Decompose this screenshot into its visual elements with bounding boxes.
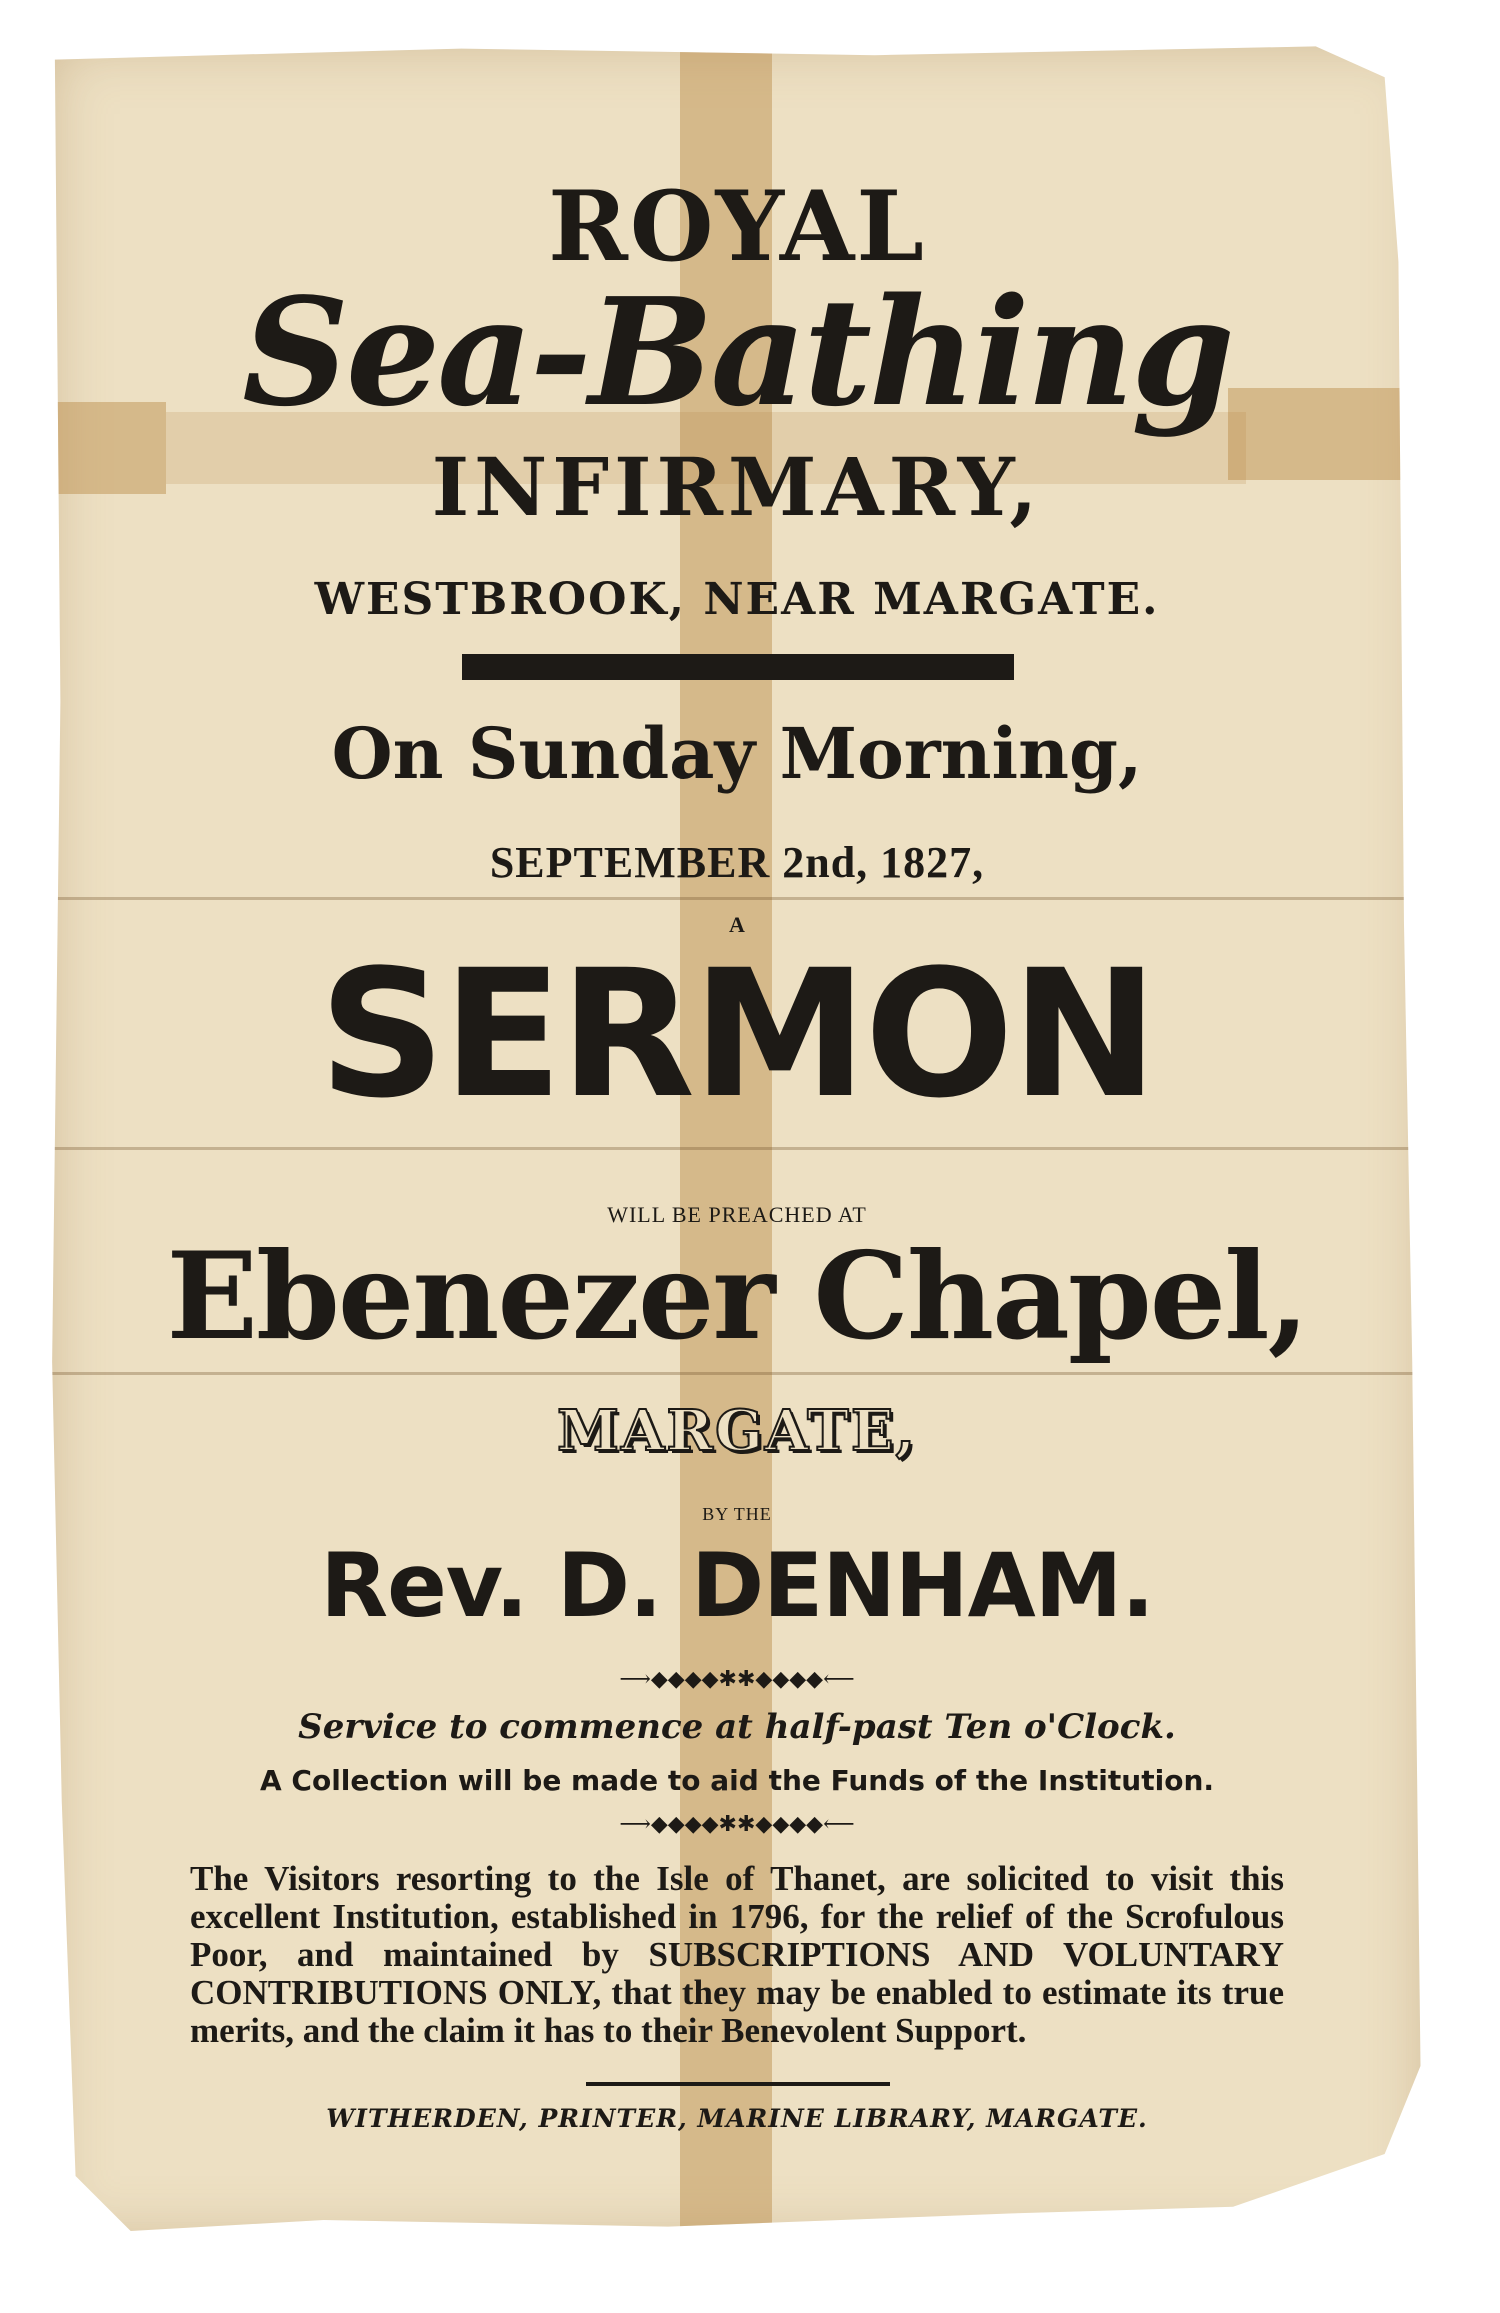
printer-imprint: WITHERDEN, PRINTER, MARINE LIBRARY, MARGATE. bbox=[326, 2104, 1148, 2133]
preacher-name: Rev. D. DENHAM. bbox=[320, 1534, 1154, 1637]
service-time-line: Service to commence at half-past Ten o'Clock. bbox=[298, 1707, 1176, 1747]
day-line: On Sunday Morning, bbox=[331, 712, 1143, 795]
appeal-paragraph: The Visitors resorting to the Isle of Thanet, are solicited to visit this excellent Institution, established in 1796, for the relief of the Scrofulous Poor, and maintained by SUBSCRIPTIONS AND VOLUNTARY CONTRIBUTIONS ONLY, that they may be enabled to estimate its true merits, and the claim it has to their Benevolent Support. bbox=[190, 1859, 1284, 2050]
chapel-name: Ebenezer Chapel, bbox=[166, 1226, 1308, 1367]
thick-rule-divider bbox=[462, 654, 1014, 680]
collection-line: A Collection will be made to aid the Funds of the Institution. bbox=[259, 1764, 1215, 1797]
article-a: A bbox=[729, 912, 745, 937]
thin-rule-divider bbox=[586, 2082, 890, 2086]
title-sea-bathing: Sea-Bathing bbox=[242, 265, 1232, 439]
preached-at-line: WILL BE PREACHED AT bbox=[607, 1202, 867, 1227]
by-the-line: BY THE bbox=[702, 1504, 772, 1524]
ornament-divider: ⟶◆◆◆◆✱✱◆◆◆◆⟵ bbox=[619, 1667, 855, 1692]
location-line: WESTBROOK, NEAR MARGATE. bbox=[314, 574, 1160, 625]
date-line: SEPTEMBER 2nd, 1827, bbox=[489, 838, 985, 887]
poster-content bbox=[48, 42, 1426, 2242]
title-infirmary: INFIRMARY, bbox=[431, 440, 1043, 534]
town-name: MARGATE, bbox=[556, 1398, 918, 1464]
headline-sermon: SERMON bbox=[318, 932, 1156, 1137]
title-royal: ROYAL bbox=[548, 170, 926, 283]
ornament-divider: ⟶◆◆◆◆✱✱◆◆◆◆⟵ bbox=[619, 1812, 855, 1837]
